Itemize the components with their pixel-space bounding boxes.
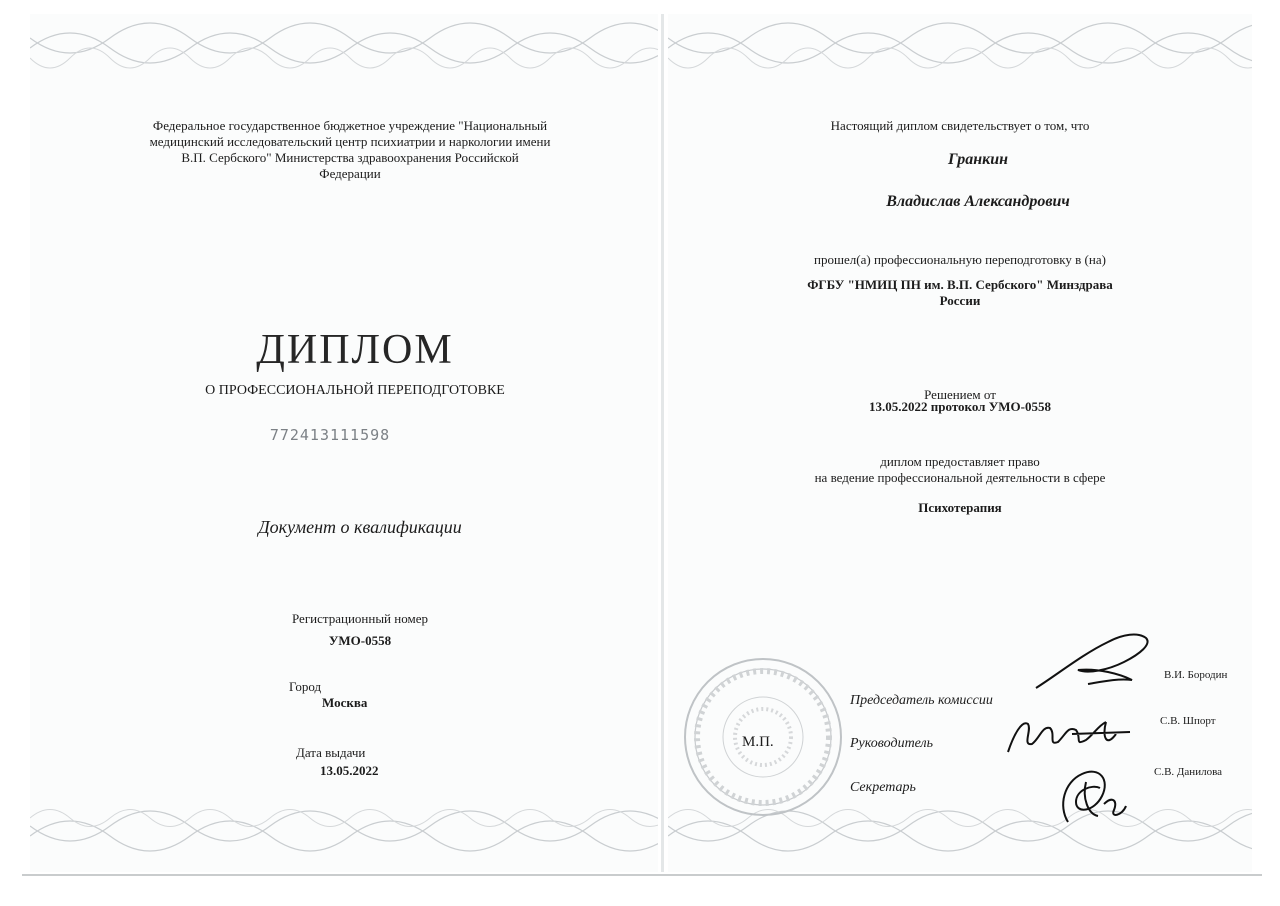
- top-guilloche-ornament: [668, 18, 1252, 88]
- stamp-label: М.П.: [742, 734, 774, 750]
- organization-line: ФГБУ "НМИЦ ПН им. В.П. Сербского" Минздрава: [807, 277, 1113, 292]
- bottom-guilloche-ornament: [30, 796, 658, 866]
- city-value: Москва: [322, 695, 368, 710]
- registration-label: Регистрационный номер: [292, 611, 428, 626]
- signatory-name-director: С.В. Шпорт: [1160, 715, 1216, 727]
- diploma-title: ДИПЛОМ: [256, 327, 454, 373]
- serial-number: 772413111598: [269, 426, 391, 444]
- organization-line: России: [939, 293, 981, 308]
- decision-value: 13.05.2022 протокол УМО-0558: [869, 399, 1051, 414]
- completed-training-text: прошел(а) профессиональную переподготовку в (на): [814, 252, 1106, 267]
- city-label: Город: [289, 679, 322, 694]
- training-organization: [750, 277, 1170, 309]
- institution-line: В.П. Сербского" Министерства здравоохранения Российской: [181, 150, 519, 165]
- institution-line: медицинский исследовательский центр психиатрии и наркологии имени: [149, 134, 551, 149]
- right-page: [668, 14, 1252, 872]
- specialty-value: Психотерапия: [918, 500, 1002, 515]
- signatory-role-secretary: Секретарь: [850, 780, 916, 795]
- left-page: [30, 14, 658, 872]
- rights-line: на ведение профессиональной деятельности в сфере: [814, 470, 1106, 485]
- rights-line: диплом предоставляет право: [880, 454, 1040, 469]
- signatory-role-chairman: Председатель комиссии: [850, 693, 993, 708]
- document-type: Документ о квалификации: [258, 517, 462, 537]
- chairman-signature: [1028, 624, 1168, 694]
- institution-name: [100, 118, 600, 182]
- holder-surname: Гранкин: [948, 151, 1008, 168]
- registration-value: УМО-0558: [328, 633, 392, 648]
- intro-text: Настоящий диплом свидетельствует о том, что: [830, 118, 1090, 133]
- secretary-signature: [1052, 754, 1142, 830]
- issue-date-label: Дата выдачи: [296, 745, 366, 760]
- top-guilloche-ornament: [30, 18, 658, 88]
- diploma-subtitle: О ПРОФЕССИОНАЛЬНОЙ ПЕРЕПОДГОТОВКЕ: [205, 383, 505, 398]
- signatory-name-chairman: В.И. Бородин: [1164, 669, 1228, 681]
- decision-label: Решением от: [924, 387, 996, 402]
- page-fold: [661, 14, 664, 872]
- institution-line: Федеральное государственное бюджетное учреждение "Национальный: [152, 118, 548, 133]
- scan-bottom-edge: [22, 874, 1262, 876]
- holder-given-names: Владислав Александрович: [886, 193, 1070, 210]
- signatory-name-secretary: С.В. Данилова: [1154, 766, 1223, 778]
- issue-date-value: 13.05.2022: [320, 763, 379, 778]
- rights-text: [760, 454, 1160, 486]
- institution-line: Федерации: [319, 166, 381, 181]
- signatory-role-director: Руководитель: [850, 736, 934, 751]
